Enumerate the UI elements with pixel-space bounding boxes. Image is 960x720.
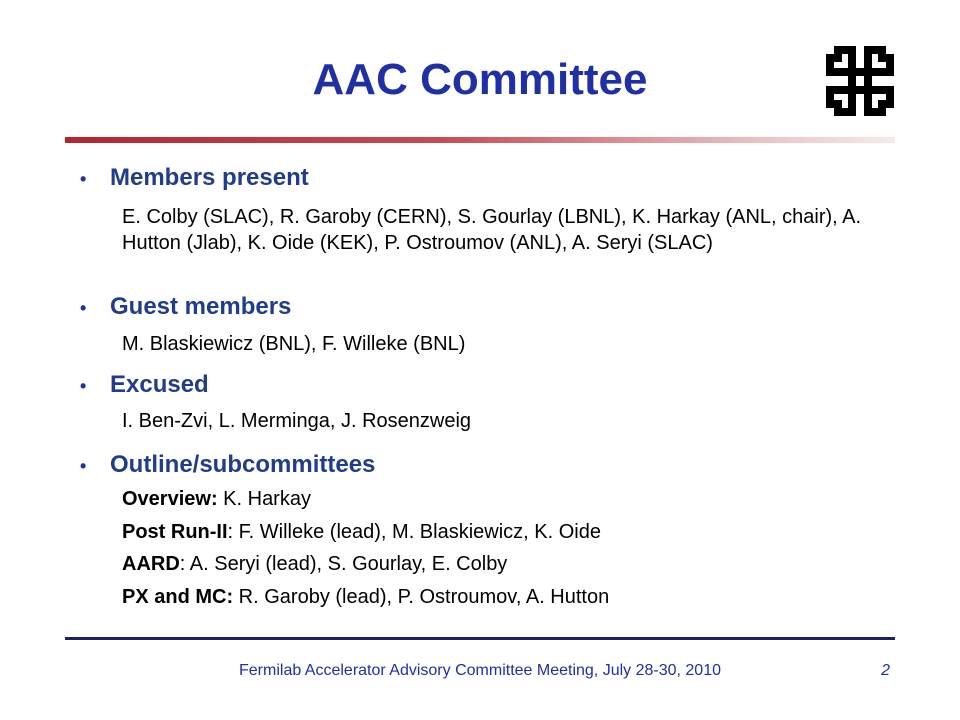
subcommittee-label: Post Run-II: [122, 521, 228, 543]
fermilab-logo-icon: [822, 42, 898, 120]
bullet-icon: •: [80, 376, 87, 396]
members-present-list: E. Colby (SLAC), R. Garoby (CERN), S. Gourlay (LBNL), K. Harkay (ANL, chair), A. Hutton (Jlab), K. Oide (KEK), P. Ostroumov (ANL), A. Seryi (SLAC): [122, 206, 862, 254]
subcommittee-px-and-mc: [122, 584, 882, 610]
subcommittee-members: K. Harkay: [217, 488, 311, 510]
section-heading: Members present: [110, 164, 309, 191]
excused-list: I. Ben-Zvi, L. Merminga, J. Rosenzweig: [122, 410, 472, 432]
section-heading: Excused: [110, 371, 209, 398]
section-guest-members: [80, 293, 291, 321]
section-members-present: [80, 164, 309, 192]
section-outline-subcommittees: [80, 451, 375, 479]
section-excused: [80, 371, 209, 399]
footer-divider: [65, 637, 895, 640]
bullet-icon: •: [80, 298, 87, 318]
bullet-icon: •: [80, 456, 87, 476]
page-number: 2: [881, 662, 890, 679]
title-divider: [65, 137, 895, 143]
slide-title: AAC Committee: [312, 55, 648, 104]
subcommittee-members: R. Garoby (lead), P. Ostroumov, A. Hutton: [233, 586, 610, 608]
section-heading: Guest members: [110, 293, 292, 320]
subcommittee-label: PX and MC:: [122, 586, 234, 608]
footer-text: Fermilab Accelerator Advisory Committee Meeting, July 28-30, 2010: [239, 662, 721, 679]
guest-members-list: M. Blaskiewicz (BNL), F. Willeke (BNL): [122, 333, 466, 355]
subcommittee-members: : A. Seryi (lead), S. Gourlay, E. Colby: [179, 553, 508, 575]
subcommittee-members: : F. Willeke (lead), M. Blaskiewicz, K. Oide: [227, 521, 601, 543]
subcommittee-label: Overview:: [122, 488, 218, 510]
subcommittee-label: AARD: [122, 553, 180, 575]
section-heading: Outline/subcommittees: [110, 451, 376, 478]
bullet-icon: •: [80, 169, 87, 189]
subcommittee-post-run-ii: [122, 519, 882, 545]
subcommittee-aard: [122, 551, 882, 577]
subcommittee-overview: [122, 486, 882, 512]
